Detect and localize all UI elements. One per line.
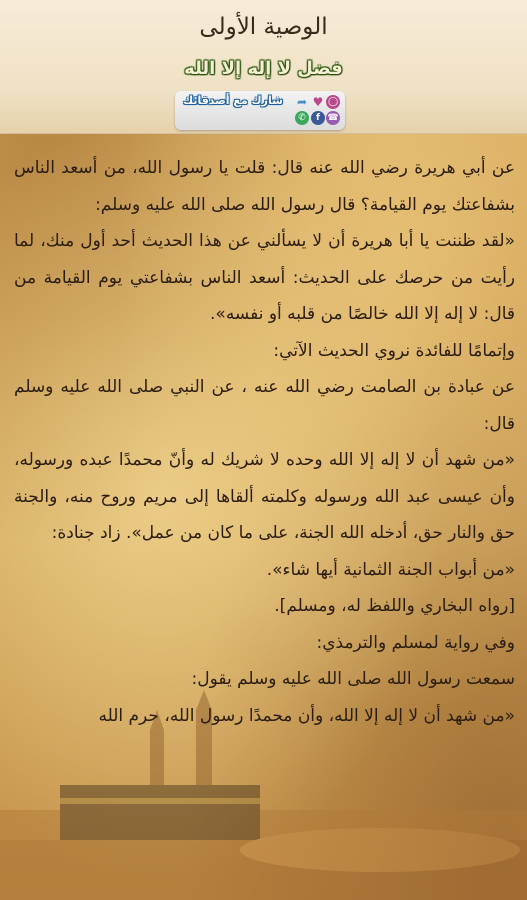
header-bar [0,0,527,134]
instagram-icon: ◯ [327,97,339,107]
paragraph: «من شهد أن لا إله إلا الله وحده لا شريك له وأنّ محمدًا عبده ورسوله، وأن عيسى عبد الله ورسوله وكلمته ألقاها إلى مريم وروح منه، والجنة حق والنار حق، أدخله الله الجنة، على ما كان من عمل». زاد جنادة: [14,450,515,543]
facebook-icon: f [311,111,325,125]
paragraph: وفي رواية لمسلم والترمذي: [316,632,515,653]
page-title: الوصية الأولى [199,14,328,40]
paragraph: «من شهد أن لا إله إلا الله، وأن محمدًا رسول الله، حرم الله [98,705,515,726]
share-badge-label: شارك مع أصدقائك [183,94,283,107]
paragraph: «من أبواب الجنة الثمانية أيها شاء». [266,559,515,580]
paragraph: وإتمامًا للفائدة نروي الحديث الآتي: [273,340,515,361]
page-subtitle: فضل لا إله إلا الله [184,58,343,79]
heart-icon: ♥ [312,95,324,109]
share-icons-group [287,94,341,127]
paragraph: عن عبادة بن الصامت رضي الله عنه ، عن النبي صلى الله عليه وسلم قال: [14,377,515,434]
hadith-text [14,150,515,734]
paragraph: سمعت رسول الله صلى الله عليه وسلم يقول: [191,669,515,689]
paragraph: «لقد ظننت يا أبا هريرة أن لا يسألني عن هذا الحديث أحد أول منك، لما رأيت من حرصك على الحديث: أسعد الناس بشفاعتي يوم القيامة من قال: لا إله إلا الله خالصًا من قلبه أو نفسه». [14,231,515,324]
whatsapp-icon: ✆ [295,111,309,125]
paragraph: [رواه البخاري واللفظ له، ومسلم]. [274,596,515,616]
paragraph: عن أبي هريرة رضي الله عنه قال: قلت يا رسول الله، من أسعد الناس بشفاعتك يوم القيامة؟ قال رسول الله صلى الله عليه وسلم: [14,158,515,215]
viber-icon: ☎ [327,113,339,123]
share-icon: ➦ [296,95,308,109]
share-badge[interactable] [175,91,345,130]
